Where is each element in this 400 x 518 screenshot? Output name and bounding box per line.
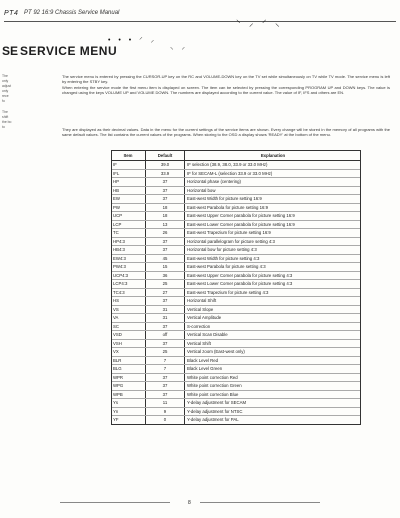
cell-item: PW: [111, 203, 146, 212]
cell-explanation: Vertical Slope: [185, 305, 362, 314]
table-row: [111, 390, 361, 399]
cell-item: BLR: [111, 356, 146, 365]
cell-default: 37: [146, 246, 185, 255]
cell-explanation: East-west Upper Corner parabola for picture setting 16:9: [185, 212, 362, 221]
page-header: [4, 8, 396, 22]
table-row: [111, 271, 361, 280]
table-row: [111, 407, 361, 416]
side-note: to: [2, 125, 5, 129]
table-row: [111, 263, 361, 272]
cell-item: WPR: [111, 373, 146, 382]
service-items-table: [111, 150, 361, 425]
storage-paragraph: They are displayed as their decimal values. Data in the menu for the current settings of the service items are shown. Every change will be stored in the memory of all programs with the same default values. The list contains the current values of the programs. When storing to the OSD a display shows 'READY' at the bottom of the menu.: [62, 127, 390, 138]
cell-default: 0: [146, 416, 185, 425]
cell-explanation: IF selection (38.9, 38.0, 33.9 or 33.0 MHz): [185, 161, 362, 170]
cell-explanation: East-west Trapezium for picture setting 16:9: [185, 229, 362, 238]
cell-default: 45: [146, 254, 185, 263]
cell-default: 37: [146, 186, 185, 195]
cell-explanation: Vertical Scan Disable: [185, 331, 362, 340]
cell-item: IF: [111, 161, 146, 170]
cell-explanation: Y-delay adjustment for NTSC: [185, 407, 362, 416]
table-row: [111, 169, 361, 178]
cell-explanation: Horizontal parallelogram for picture setting 4:3: [185, 237, 362, 246]
cell-explanation: White point correction Blue: [185, 390, 362, 399]
cell-explanation: Vertical Shift: [185, 339, 362, 348]
side-note: adjust: [2, 84, 12, 88]
cell-default: off: [146, 331, 185, 340]
side-note: The: [2, 74, 8, 78]
cell-item: HB4:3: [111, 246, 146, 255]
cell-item: BLG: [111, 365, 146, 374]
cell-item: UCP4:3: [111, 271, 146, 280]
side-note: only: [2, 89, 9, 93]
cell-item: VA: [111, 314, 146, 323]
table-row: [111, 237, 361, 246]
cell-explanation: Black Level Green: [185, 365, 362, 374]
table-row: [111, 288, 361, 297]
cell-item: WPB: [111, 390, 146, 399]
handwritten-marks: ⸌ ⸝ ⸍ ⸜: [236, 18, 283, 28]
cell-explanation: East-west Width for picture setting 4:3: [185, 254, 362, 263]
table-row: [111, 322, 361, 331]
side-note: shift: [2, 115, 9, 119]
cell-default: 18: [146, 203, 185, 212]
cell-default: 25: [146, 348, 185, 357]
column-header-item: Item: [111, 150, 146, 161]
page-number: 8: [188, 500, 191, 506]
table-header-row: [111, 150, 361, 161]
cell-default: 31: [146, 314, 185, 323]
table-row: [111, 382, 361, 391]
cell-item: EW4:3: [111, 254, 146, 263]
cell-item: HB: [111, 186, 146, 195]
cell-explanation: East-west Upper Corner parabola for picture setting 4:3: [185, 271, 362, 280]
cell-default: 36: [146, 271, 185, 280]
cell-explanation: Black Level Red: [185, 356, 362, 365]
cell-default: 9: [146, 407, 185, 416]
cell-default: 37: [146, 237, 185, 246]
cell-item: IFL: [111, 169, 146, 178]
header-rule: [4, 21, 396, 22]
cell-default: 15: [146, 263, 185, 272]
cell-explanation: Horizontal Shift: [185, 297, 362, 306]
cell-item: TC: [111, 229, 146, 238]
cell-default: 37: [146, 373, 185, 382]
table-row: [111, 195, 361, 204]
footer-rule-left: [60, 502, 170, 503]
table-row: [111, 373, 361, 382]
cell-item: LCP4:3: [111, 280, 146, 289]
section-tab: SE: [2, 44, 19, 58]
cell-default: 37: [146, 390, 185, 399]
header-title: PT 92 16:9 Chassis Service Manual: [24, 10, 120, 16]
table-row: [111, 161, 361, 170]
cell-explanation: East-west Lower Corner parabola for picture setting 16:9: [185, 220, 362, 229]
cell-explanation: Horizontal bow: [185, 186, 362, 195]
cell-default: 25: [146, 280, 185, 289]
cell-default: 26: [146, 229, 185, 238]
table-row: [111, 339, 361, 348]
cell-explanation: East-west Trapezium for picture setting 4:3: [185, 288, 362, 297]
table-row: [111, 399, 361, 408]
cell-default: 39.0: [146, 161, 185, 170]
cell-item: SC: [111, 322, 146, 331]
table-row: [111, 254, 361, 263]
cell-default: 7: [146, 365, 185, 374]
cell-item: HP4:3: [111, 237, 146, 246]
cell-explanation: Horizontal phase (centering): [185, 178, 362, 187]
table-row: [111, 229, 361, 238]
cell-explanation: East-west Parabola for picture setting 16:9: [185, 203, 362, 212]
cell-item: HS: [111, 297, 146, 306]
table-row: [111, 356, 361, 365]
cell-explanation: White point correction Red: [185, 373, 362, 382]
cell-item: HP: [111, 178, 146, 187]
table-row: [111, 365, 361, 374]
table-row: [111, 280, 361, 289]
cell-item: WPG: [111, 382, 146, 391]
table-row: [111, 416, 361, 425]
column-header-explanation: Explanation: [185, 150, 362, 161]
cell-default: 37: [146, 178, 185, 187]
section-title: SERVICE MENU: [20, 44, 118, 58]
table-row: [111, 186, 361, 195]
paragraph-text: When entering the service mode the first menu item is displayed on screen. The item can be selected by pressing the corresponding PROGRAM UP and DOWN keys. The value is changed using the keys VOLUME UP and VOLUME DOWN. The numbers are displayed according to the current value. The value of IF, IFS and others are EN.: [62, 84, 390, 96]
cell-explanation: White point correction Green: [185, 382, 362, 391]
handwritten-marks: • • • ⸍ ⸝: [108, 37, 158, 44]
cell-item: VX: [111, 348, 146, 357]
table-row: [111, 305, 361, 314]
cell-item: TC4:3: [111, 288, 146, 297]
cell-default: 37: [146, 195, 185, 204]
side-note: The: [2, 110, 8, 114]
side-note: rece: [2, 94, 9, 98]
cell-explanation: Y-delay adjustment for PAL: [185, 416, 362, 425]
cell-default: 27: [146, 288, 185, 297]
table-row: [111, 331, 361, 340]
column-header-default: Default: [146, 150, 185, 161]
cell-explanation: East-west Width for picture setting 16:9: [185, 195, 362, 204]
cell-item: YF: [111, 416, 146, 425]
intro-paragraph: [62, 74, 390, 96]
cell-default: 33.9: [146, 169, 185, 178]
cell-default: 37: [146, 297, 185, 306]
cell-item: UCP: [111, 212, 146, 221]
cell-explanation: Y-delay adjustment for SECAM: [185, 399, 362, 408]
cell-item: VSD: [111, 331, 146, 340]
cell-default: 11: [146, 399, 185, 408]
side-note: the bo: [2, 120, 12, 124]
table-row: [111, 178, 361, 187]
table-row: [111, 348, 361, 357]
side-note: fo: [2, 99, 5, 103]
cell-item: VS: [111, 305, 146, 314]
table-row: [111, 314, 361, 323]
footer-rule-right: [200, 502, 320, 503]
cell-explanation: S-correction: [185, 322, 362, 331]
table-row: [111, 220, 361, 229]
handwritten-marks: ⸌ ⸍: [170, 47, 188, 54]
cell-item: PW4:3: [111, 263, 146, 272]
cell-item: VSH: [111, 339, 146, 348]
cell-item: EW: [111, 195, 146, 204]
cell-item: Yn: [111, 407, 146, 416]
cell-default: 31: [146, 305, 185, 314]
table-row: [111, 212, 361, 221]
table-row: [111, 297, 361, 306]
cell-explanation: IF for SECAM-L (selection 33.9 or 33.0 MHz): [185, 169, 362, 178]
cell-default: 37: [146, 382, 185, 391]
cell-default: 13: [146, 220, 185, 229]
header-code: PT4: [4, 10, 19, 17]
cell-explanation: Vertical zoom (East-west only): [185, 348, 362, 357]
paragraph-text: The service menu is entered by pressing the CURSOR-UP key on the RC and VOLUME-DOWN key on the TV set while simultaneously on TV while TV mode. The service menu is left by entering the STBY key.: [62, 74, 390, 85]
cell-default: 37: [146, 339, 185, 348]
table-row: [111, 203, 361, 212]
cell-item: LCP: [111, 220, 146, 229]
cell-default: 7: [146, 356, 185, 365]
cell-explanation: Horizontal bow for picture setting 4:3: [185, 246, 362, 255]
cell-explanation: East-west Lower Corner parabola for picture setting 4:3: [185, 280, 362, 289]
cell-item: Ys: [111, 399, 146, 408]
side-notes: [2, 74, 14, 130]
cell-default: 18: [146, 212, 185, 221]
cell-explanation: East-west Parabola for picture setting 4:3: [185, 263, 362, 272]
side-note: only: [2, 79, 9, 83]
table-row: [111, 246, 361, 255]
cell-explanation: Vertical Amplitude: [185, 314, 362, 323]
cell-default: 37: [146, 322, 185, 331]
